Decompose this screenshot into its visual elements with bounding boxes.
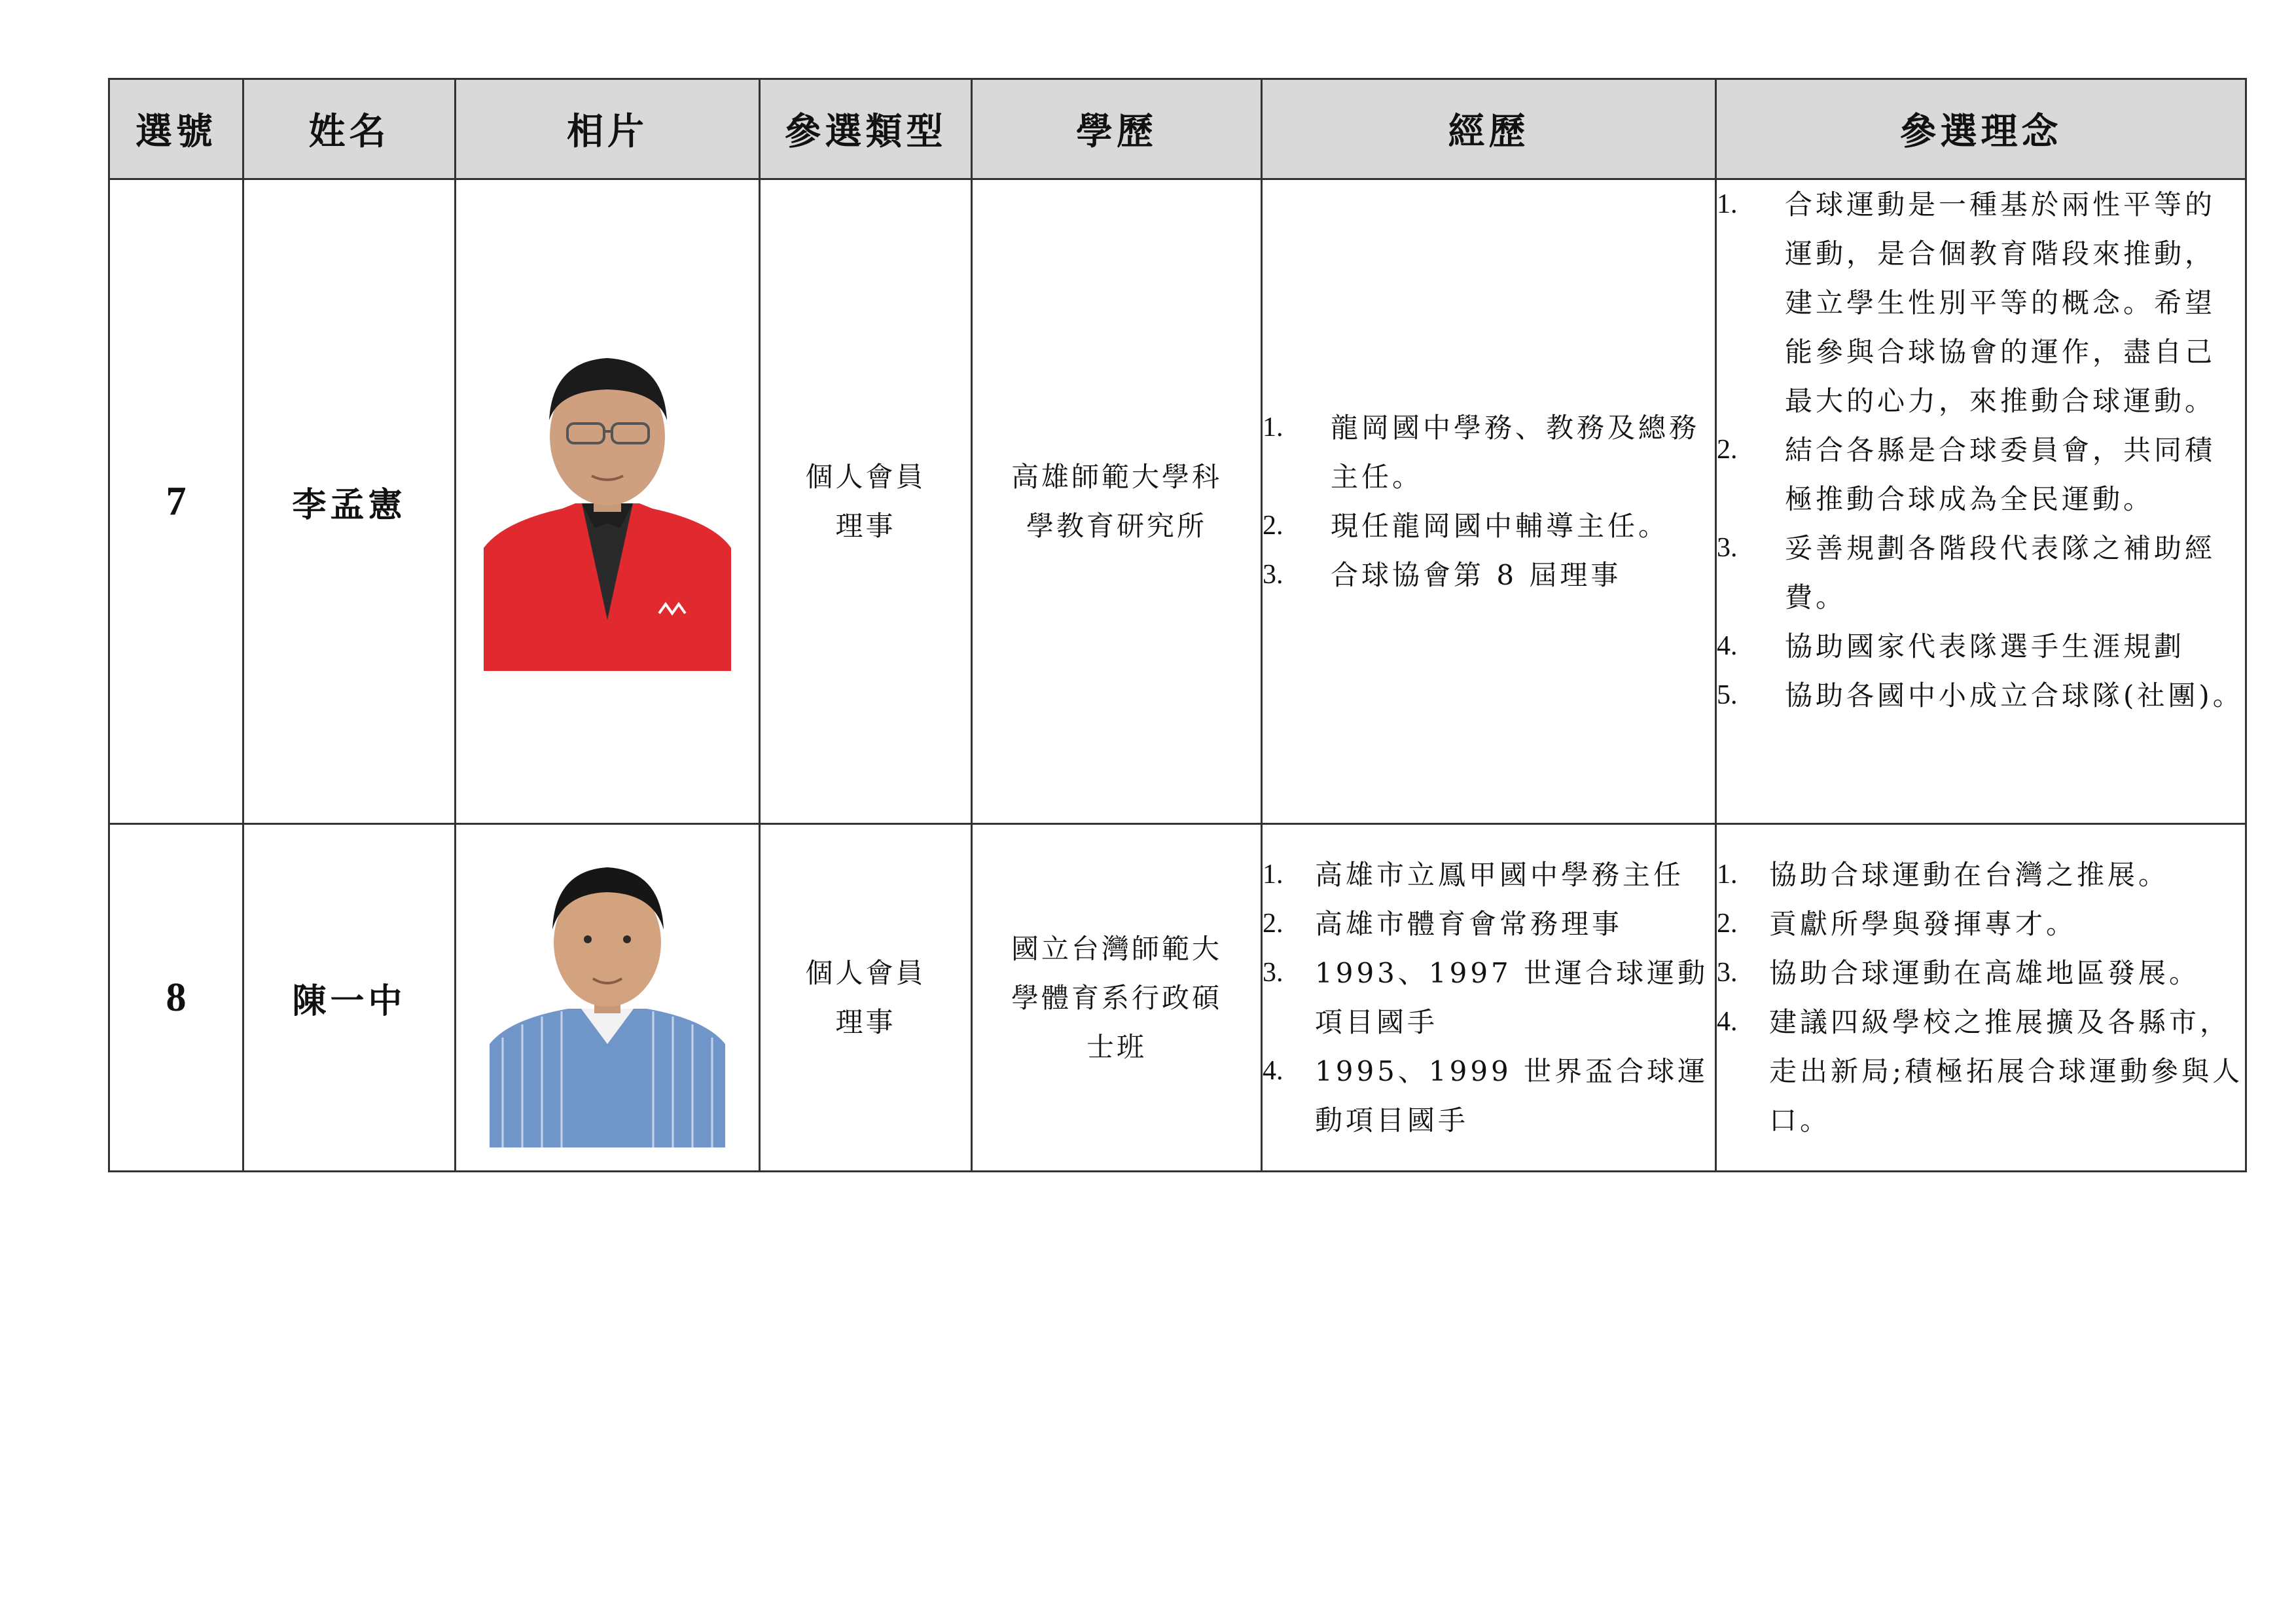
experience-list [1263,403,1715,600]
education-line: 高雄師範大學科 [1011,461,1222,493]
candidate-number: 8 [109,824,243,1172]
ideas-list [1717,850,2245,1145]
candidate-photo [484,332,731,671]
candidate-ideas [1716,179,2246,824]
header-type: 參選類型 [760,79,972,179]
candidate-photo [490,848,725,1147]
education-line: 學體育系行政碩 [1011,981,1222,1014]
list-item: 1. 高雄市立鳳甲國中學務主任 [1263,859,1685,891]
list-item: 5. 協助各國中小成立合球隊(社團)。 [1717,679,2244,712]
header-name: 姓名 [243,79,456,179]
candidate-education [972,179,1262,824]
ideas-list [1717,180,2245,720]
candidate-name: 陳一中 [243,824,456,1172]
table-row [109,824,2246,1172]
header-number: 選號 [109,79,243,179]
education-line: 學教育研究所 [1026,510,1207,542]
header-row [109,79,2246,179]
list-item: 4. 協助國家代表隊選手生涯規劃 [1717,630,2185,662]
candidate-type [760,179,972,824]
list-item: 1. 合球運動是一種基於兩性平等的運動，是合個教育階段來推動，建立學生性別平等的概念。希望能參與合球協會的運作，盡自己最大的心力，來推動合球運動。 [1717,189,2216,417]
table-row [109,179,2246,824]
candidate-type [760,824,972,1172]
education-line: 士班 [1086,1030,1147,1063]
candidate-education [972,824,1262,1172]
list-item: 3. 合球協會第 8 屆理事 [1263,559,1622,591]
candidate-experience [1262,824,1716,1172]
type-line: 個人會員 [805,957,926,989]
photo-cell [456,179,760,824]
candidate-ideas [1716,824,2246,1172]
list-item: 4. 1995、1999 世界盃合球運動項目國手 [1263,1055,1709,1136]
header-experience: 經歷 [1262,79,1716,179]
header-ideas: 參選理念 [1716,79,2246,179]
list-item: 2. 現任龍岡國中輔導主任。 [1263,510,1670,542]
portrait-image [484,332,731,671]
list-item: 3. 妥善規劃各階段代表隊之補助經費。 [1717,532,2216,613]
list-item: 2. 結合各縣是合球委員會，共同積極推動合球成為全民運動。 [1717,434,2216,515]
candidate-number: 7 [109,179,243,824]
list-item: 3. 1993、1997 世運合球運動項目國手 [1263,957,1709,1038]
photo-cell [456,824,760,1172]
type-line: 理事 [835,1006,896,1038]
list-item: 2. 高雄市體育會常務理事 [1263,908,1623,940]
header-education: 學歷 [972,79,1262,179]
list-item: 3. 協助合球運動在高雄地區發展。 [1717,957,2200,989]
header-photo: 相片 [456,79,760,179]
type-line: 理事 [835,510,896,542]
candidate-name: 李孟憲 [243,179,456,824]
experience-list [1263,850,1715,1145]
education-line: 國立台灣師範大 [1011,932,1222,965]
list-item: 2. 貢獻所學與發揮專才。 [1717,908,2077,940]
list-item: 4. 建議四級學校之推展擴及各縣市，走出新局;積極拓展合球運動參與人口。 [1717,1006,2244,1136]
portrait-image [490,848,725,1147]
type-line: 個人會員 [805,461,926,493]
list-item: 1. 龍岡國中學務、教務及總務主任。 [1263,412,1700,493]
list-item: 1. 協助合球運動在台灣之推展。 [1717,859,2170,891]
candidate-experience [1262,179,1716,824]
candidate-table [108,78,2247,1172]
